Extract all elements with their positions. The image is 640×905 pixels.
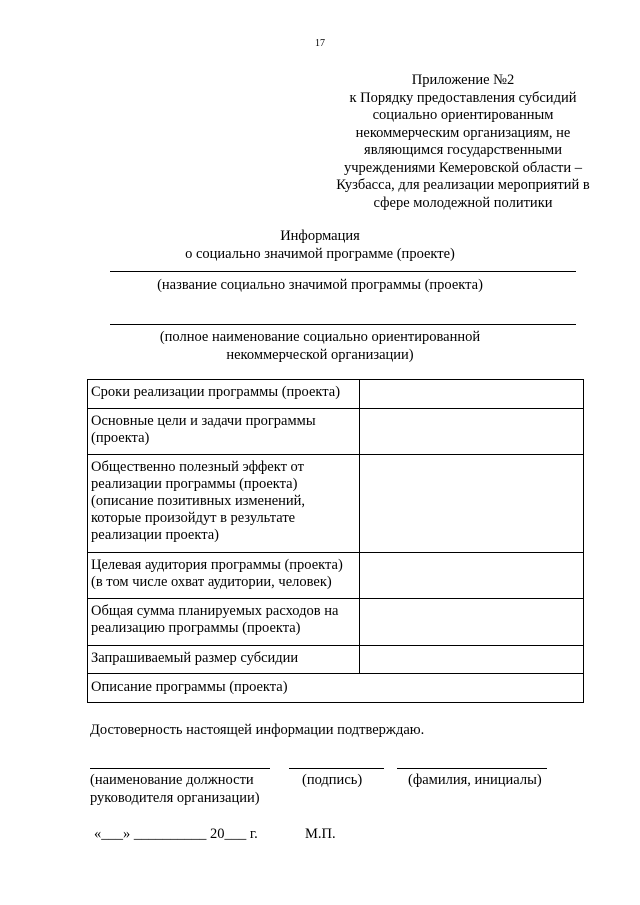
signature-caption: (подпись) [302,772,363,788]
row-label: Целевая аудитория программы (проекта) (в том числе охват аудитории, человек) [88,553,360,599]
table-row [88,409,584,455]
appendix-line: являющимся государственными [364,142,562,158]
row-label: Запрашиваемый размер субсидии [88,646,360,674]
position-signature-line[interactable] [90,768,270,769]
row-value-cell[interactable] [360,646,584,674]
appendix-line: учреждениями Кемеровской области – [344,159,582,176]
signature-line[interactable] [289,768,384,769]
name-caption: (фамилия, инициалы) [408,772,542,788]
full-name-line[interactable] [397,768,547,769]
row-label: Общественно полезный эффект от реализации программы (проекта) (описание позитивных изменений, которые произойдут в результате реализации проекта) [88,455,360,553]
confirmation-text: Достоверность настоящей информации подтверждаю. [90,722,425,738]
row-value-cell[interactable] [360,409,584,455]
stamp-place: М.П. [305,826,336,842]
appendix-line: некоммерческим организациям, не [355,124,571,141]
description-row[interactable]: Описание программы (проекта) [88,674,584,703]
appendix-header [318,72,608,212]
organization-caption-line-2: некоммерческой организации) [226,346,414,363]
appendix-line: к Порядку предоставления субсидий [349,89,577,106]
row-label: Общая сумма планируемых расходов на реализацию программы (проекта) [88,599,360,646]
row-value-cell[interactable] [360,380,584,409]
table-row [88,674,584,703]
organization-name-line[interactable] [110,324,576,325]
page-number: 17 [315,38,325,49]
program-name-line[interactable] [110,271,576,272]
row-value-cell[interactable] [360,599,584,646]
position-caption-line-1: (наименование должности [90,772,254,788]
appendix-line: Кузбасса, для реализации мероприятий в [336,177,590,193]
table-row [88,646,584,674]
program-name-caption: (название социально значимой программы (проекта) [157,277,483,293]
organization-name-caption [0,329,640,364]
position-caption [90,772,260,807]
row-label: Сроки реализации программы (проекта) [88,380,360,409]
row-value-cell[interactable] [360,455,584,553]
program-info-table [87,379,584,703]
title-line-1: Информация [280,228,360,244]
appendix-line: социально ориентированным [372,107,554,123]
title-line-2: о социально значимой программе (проекте) [185,245,455,262]
table-row [88,553,584,599]
appendix-line: сфере молодежной политики [373,194,553,211]
organization-caption-line-1: (полное наименование социально ориентированной [159,329,481,345]
document-title [0,228,640,263]
appendix-line: Приложение №2 [411,72,515,88]
position-caption-line-2: руководителя организации) [90,789,260,806]
table-row [88,455,584,553]
row-label: Основные цели и задачи программы (проекта) [88,409,360,455]
date-field[interactable]: «___» __________ 20___ г. [94,826,258,842]
row-value-cell[interactable] [360,553,584,599]
table-row [88,599,584,646]
table-row [88,380,584,409]
